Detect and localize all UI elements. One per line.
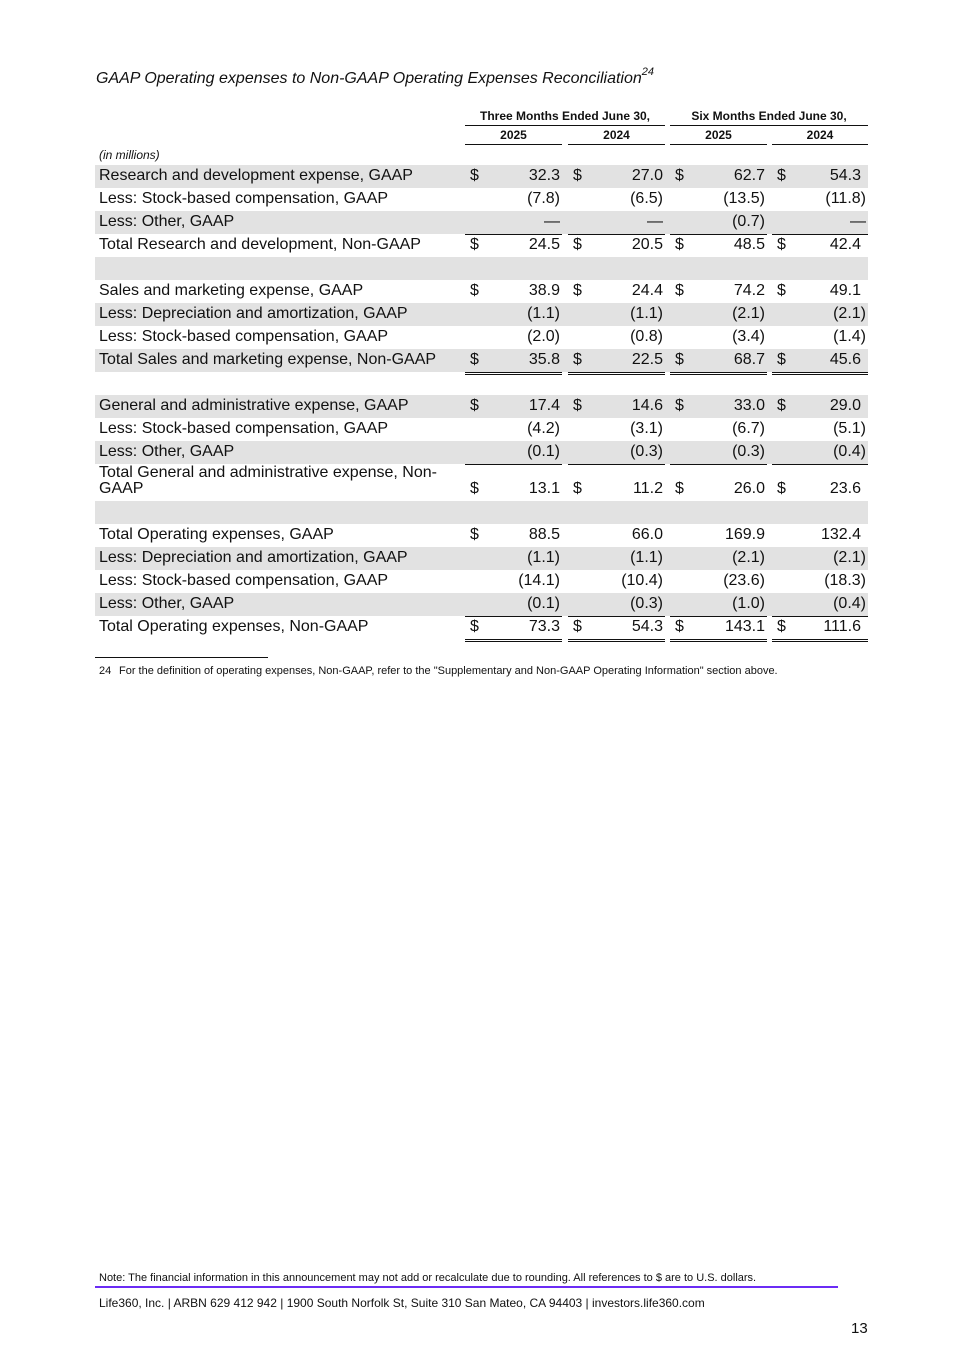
currency-symbol: $ [777,236,786,253]
table-cell [465,395,562,418]
currency-symbol: $ [470,167,479,184]
currency-symbol: $ [777,480,786,497]
cell-value: 54.3 [631,618,663,635]
cell-value: 11.2 [633,480,663,497]
cell-value: (3.1) [630,420,663,437]
cell-value: (0.3) [732,443,765,460]
table-cell [772,593,868,617]
currency-symbol: $ [573,618,582,635]
cell-value: 169.9 [724,526,765,543]
currency-symbol: $ [777,167,786,184]
cell-value: 24.5 [528,236,560,253]
cell-value: (6.7) [732,420,765,437]
currency-symbol: $ [675,480,684,497]
table-row [95,418,868,441]
table-cell [772,395,868,418]
cell-value: (10.4) [621,572,663,589]
table-cell [465,524,562,547]
units-label: (in millions) [99,148,160,162]
cell-value: 49.1 [829,282,861,299]
header-three-months: Three Months Ended June 30, [465,109,665,126]
header-year: 2024 [772,128,868,145]
cell-value: 22.5 [631,351,663,368]
table-cell [772,257,868,280]
row-label: Total Sales and marketing expense, Non-GAAP [99,351,437,368]
table-row [95,395,868,418]
row-label: Research and development expense, GAAP [99,167,413,184]
currency-symbol: $ [470,282,479,299]
row-label: Less: Other, GAAP [99,595,235,612]
row-label: Less: Stock-based compensation, GAAP [99,572,389,589]
table-cell [772,188,868,211]
table-row [95,280,868,303]
currency-symbol: $ [470,480,479,497]
currency-symbol: $ [777,351,786,368]
currency-symbol: $ [470,236,479,253]
table-cell [568,501,665,524]
currency-symbol: $ [470,618,479,635]
cell-value: 33.0 [733,397,765,414]
row-label: Less: Depreciation and amortization, GAAP [99,305,408,322]
table-cell [465,570,562,593]
reconciliation-table [95,165,868,639]
cell-value: 23.6 [829,480,861,497]
table-row [95,349,868,372]
cell-value: (0.4) [833,443,866,460]
currency-symbol: $ [573,480,582,497]
table-row [95,326,868,349]
table-cell [465,464,562,504]
currency-symbol: $ [675,167,684,184]
page-number: 13 [851,1320,868,1337]
cell-value: (1.1) [527,305,560,322]
cell-value: (13.5) [723,190,765,207]
header-year: 2024 [568,128,665,145]
cell-value: 38.9 [528,282,560,299]
table-row [95,234,868,257]
rounding-note: Note: The financial information in this announcement may not add or recalculate due to rounding. All references to $ are to U.S. dollars. [99,1272,757,1284]
cell-value: 32.3 [528,167,560,184]
table-cell [670,501,767,524]
table-cell [568,280,665,303]
cell-value: (0.1) [527,443,560,460]
table-cell [568,616,665,642]
table-cell [670,188,767,211]
cell-value: 17.4 [528,397,560,414]
cell-value: 48.5 [733,236,765,253]
cell-value: (2.1) [833,305,866,322]
table-cell [670,593,767,617]
currency-symbol: $ [777,397,786,414]
currency-symbol: $ [777,282,786,299]
table-cell [670,547,767,570]
cell-value: 45.6 [829,351,861,368]
table-spacer-row [95,372,868,395]
table-spacer-row [95,257,868,280]
row-label: General and administrative expense, GAAP [99,397,409,414]
table-cell [568,372,665,395]
table-cell [568,395,665,418]
cell-value: (23.6) [723,572,765,589]
cell-value: (2.1) [732,549,765,566]
table-cell [465,418,562,441]
row-label: Less: Depreciation and amortization, GAAP [99,549,408,566]
cell-value: (0.1) [527,595,560,612]
table-cell [772,616,868,642]
table-row [95,165,868,188]
table-cell [465,211,562,235]
table-cell [670,570,767,593]
footnote-number: 24 [99,665,112,677]
currency-symbol: $ [675,282,684,299]
table-cell [568,464,665,504]
currency-symbol: $ [470,397,479,414]
cell-value: 66.0 [631,526,663,543]
cell-value: 26.0 [733,480,765,497]
cell-value: 54.3 [829,167,861,184]
table-cell [465,165,562,188]
table-cell [772,303,868,326]
cell-value: 42.4 [829,236,861,253]
title-text: GAAP Operating expenses to Non-GAAP Operating Expenses Reconciliation [96,70,642,87]
cell-value: 62.7 [733,167,765,184]
row-label: Less: Other, GAAP [99,213,235,230]
table-cell [568,211,665,235]
table-cell [670,418,767,441]
cell-value: (0.4) [833,595,866,612]
footnote-text: For the definition of operating expenses, Non-GAAP, refer to the "Supplementary and Non-GAAP Operating Information" section above. [119,665,778,677]
table-cell [772,326,868,350]
table-cell [465,303,562,326]
row-label: Total Operating expenses, Non-GAAP [99,618,369,635]
table-spacer-row [95,501,868,524]
table-cell [670,211,767,235]
table-row [95,441,868,464]
table-cell [670,372,767,395]
header-year: 2025 [465,128,562,145]
table-cell [670,165,767,188]
footnote-divider [95,657,268,658]
cell-value: (7.8) [527,190,560,207]
header-six-months: Six Months Ended June 30, [670,109,868,126]
cell-value: (6.5) [630,190,663,207]
table-row [95,211,868,234]
cell-value: 35.8 [528,351,560,368]
table-row [95,188,868,211]
currency-symbol: $ [675,351,684,368]
table-cell [465,188,562,211]
table-cell [772,570,868,593]
table-row [95,464,868,501]
table-row [95,547,868,570]
table-cell [465,372,562,395]
table-cell [465,280,562,303]
currency-symbol: $ [573,351,582,368]
table-row [95,593,868,616]
table-cell [772,280,868,303]
row-label: Total Research and development, Non-GAAP [99,236,421,253]
cell-value: 29.0 [829,397,861,414]
table-cell [465,501,562,524]
cell-value: (1.1) [527,549,560,566]
table-cell [670,616,767,642]
table-cell [568,547,665,570]
table-cell [772,524,868,547]
cell-value: (2.1) [732,305,765,322]
cell-value: (0.7) [732,213,765,230]
cell-value: (18.3) [824,572,866,589]
row-label: Less: Other, GAAP [99,443,235,460]
table-cell [772,501,868,524]
cell-value: (0.3) [630,443,663,460]
currency-symbol: $ [573,236,582,253]
table-cell [568,570,665,593]
table-cell [772,441,868,465]
currency-symbol: $ [675,618,684,635]
cell-value: — [647,213,663,230]
table-cell [568,441,665,465]
cell-value: 74.2 [733,282,765,299]
row-label: Less: Stock-based compensation, GAAP [99,420,389,437]
cell-value: — [850,213,866,230]
cell-value: (5.1) [833,420,866,437]
table-cell [568,303,665,326]
cell-value: (1.1) [630,305,663,322]
row-label: Total General and administrative expense, Non-GAAP [99,464,437,497]
cell-value: 132.4 [820,526,861,543]
currency-symbol: $ [573,167,582,184]
table-cell [772,464,868,504]
note-divider [95,1286,838,1288]
cell-value: (2.1) [833,549,866,566]
table-cell [772,372,868,395]
table-cell [465,593,562,617]
table-cell [772,547,868,570]
currency-symbol: $ [470,526,479,543]
cell-value: 68.7 [733,351,765,368]
header-year: 2025 [670,128,767,145]
currency-symbol: $ [675,236,684,253]
currency-symbol: $ [573,282,582,299]
table-cell [670,441,767,465]
cell-value: 143.1 [724,618,765,635]
row-label: Total Operating expenses, GAAP [99,526,334,543]
currency-symbol: $ [777,618,786,635]
table-cell [568,188,665,211]
currency-symbol: $ [675,397,684,414]
table-row [95,303,868,326]
title-footnote-ref: 24 [641,66,655,78]
currency-symbol: $ [573,397,582,414]
footnote [99,665,778,677]
table-cell [670,464,767,504]
cell-value: (1.4) [833,328,866,345]
cell-value: (0.8) [630,328,663,345]
page-footer: Life360, Inc. | ARBN 629 412 942 | 1900 South Norfolk St, Suite 310 San Mateo, CA 94403 | investors.life360.com [99,1296,705,1310]
cell-value: 88.5 [528,526,560,543]
table-cell [772,165,868,188]
cell-value: 14.6 [631,397,663,414]
table-row [95,524,868,547]
table-cell [670,257,767,280]
cell-value: (2.0) [527,328,560,345]
cell-value: (11.8) [825,190,866,207]
table-cell [465,547,562,570]
table-cell [670,326,767,350]
cell-value: (14.1) [518,572,560,589]
table-cell [568,257,665,280]
table-cell [568,524,665,547]
cell-value: 27.0 [631,167,663,184]
row-label: Less: Stock-based compensation, GAAP [99,328,389,345]
table-cell [772,418,868,441]
table-cell [670,524,767,547]
currency-symbol: $ [470,351,479,368]
cell-value: 111.6 [823,618,861,635]
cell-value: (1.1) [630,549,663,566]
cell-value: (1.0) [732,595,765,612]
row-label: Sales and marketing expense, GAAP [99,282,364,299]
cell-value: 73.3 [528,618,560,635]
table-cell [568,593,665,617]
table-cell [465,326,562,350]
row-label: Less: Stock-based compensation, GAAP [99,190,389,207]
table-row [95,570,868,593]
cell-value: 13.1 [528,480,560,497]
table-cell [465,616,562,642]
cell-value: (0.3) [630,595,663,612]
table-cell [670,280,767,303]
table-cell [772,211,868,235]
table-cell [568,326,665,350]
table-cell [670,303,767,326]
page-title [96,66,654,88]
cell-value: (3.4) [732,328,765,345]
cell-value: — [544,213,560,230]
table-cell [568,165,665,188]
table-cell [670,395,767,418]
cell-value: 20.5 [631,236,663,253]
table-cell [568,418,665,441]
table-cell [465,441,562,465]
table-row [95,616,868,639]
table-cell [465,257,562,280]
cell-value: 24.4 [631,282,663,299]
cell-value: (4.2) [527,420,560,437]
